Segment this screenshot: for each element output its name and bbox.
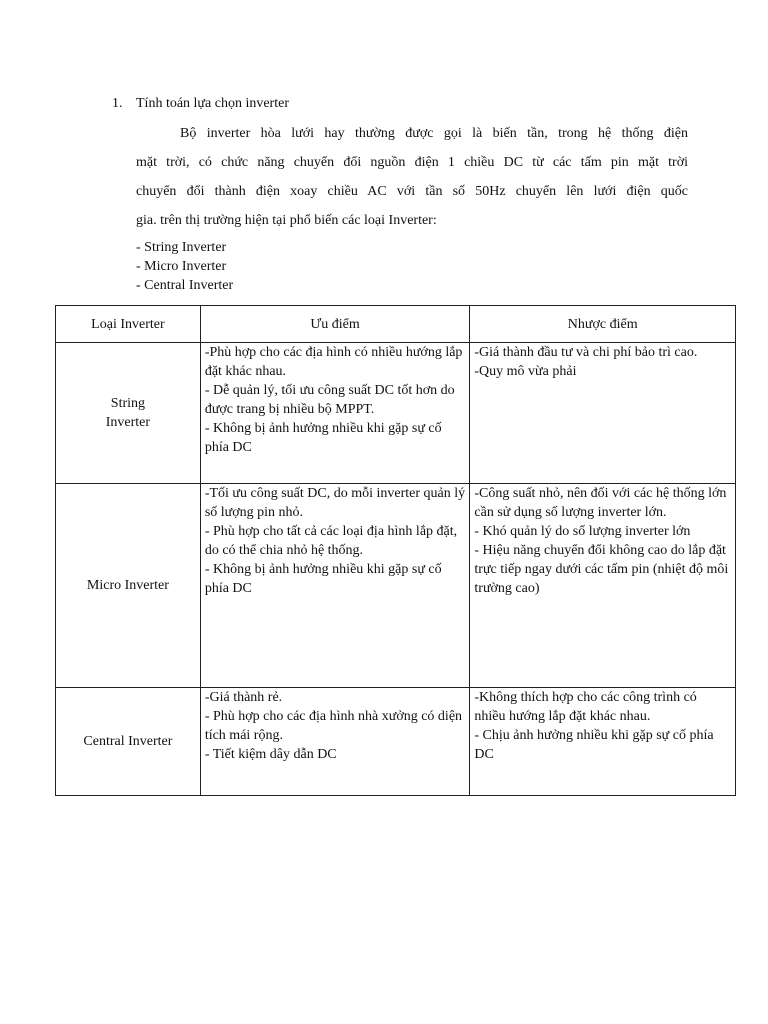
list-item: - String Inverter — [136, 240, 227, 255]
list-item: - Central Inverter — [136, 278, 234, 293]
header-type: Loại Inverter — [56, 306, 201, 343]
cons-item: -Công suất nhỏ, nên đối với các hệ thống lớn cần sử dụng số lượng inverter lớn. — [474, 486, 727, 520]
pros-cell — [200, 484, 470, 688]
pros-item: -Tối ưu công suất DC, do mỗi inverter quản lý số lượng pin nhỏ. — [204, 486, 466, 520]
cons-item: -Không thích hợp cho các công trình có nhiều hướng lắp đặt khác nhau. — [474, 690, 697, 724]
pros-cell — [200, 688, 470, 796]
table-row — [56, 343, 736, 484]
type-cell — [56, 343, 201, 484]
cons-item: -Quy mô vừa phải — [474, 364, 577, 379]
header-cons: Nhược điểm — [470, 306, 736, 343]
pros-cell — [200, 343, 470, 484]
cons-cell — [470, 484, 736, 688]
section-heading — [112, 94, 289, 114]
pros-item: - Không bị ảnh hưởng nhiều khi gặp sự cố phía DC — [204, 562, 442, 596]
header-pros: Ưu điểm — [200, 306, 470, 343]
table-row — [56, 484, 736, 688]
table-row — [56, 688, 736, 796]
inverter-type-list — [136, 238, 233, 295]
cons-cell — [470, 688, 736, 796]
type-cell — [56, 484, 201, 688]
pros-item: - Phù hợp cho các địa hình nhà xưởng có diện tích mái rộng. — [204, 709, 463, 743]
intro-paragraph — [136, 119, 688, 235]
type-label: Inverter — [105, 415, 151, 430]
comparison-table — [55, 305, 736, 796]
type-label: String — [110, 396, 146, 411]
section-title: Tính toán lựa chọn inverter — [136, 96, 289, 111]
cons-item: -Giá thành đầu tư và chi phí bảo trì cao. — [474, 345, 698, 360]
pros-item: - Dễ quản lý, tối ưu công suất DC tốt hơn do được trang bị nhiều bộ MPPT. — [204, 383, 455, 417]
intro-line: Bộ inverter hòa lưới hay thường được gọi là biến tần, trong hệ thống điện — [180, 126, 688, 141]
list-item: - Micro Inverter — [136, 259, 227, 274]
section-number: 1. — [112, 96, 123, 111]
pros-item: -Phù hợp cho các địa hình có nhiều hướng lắp đặt khác nhau. — [204, 345, 463, 379]
pros-item: -Giá thành rẻ. — [204, 690, 283, 705]
intro-line: gia. trên thị trường hiện tại phổ biến các loại Inverter: — [136, 213, 437, 228]
cons-item: - Hiệu năng chuyển đổi không cao do lắp đặt trực tiếp ngay dưới các tấm pin (nhiệt độ môi trường cao) — [474, 543, 729, 596]
type-label: Micro Inverter — [86, 578, 169, 593]
cons-item: - Khó quản lý do số lượng inverter lớn — [474, 524, 691, 539]
intro-line: mặt trời, có chức năng chuyển đổi nguồn điện 1 chiều DC từ các tấm pin mặt trời — [136, 155, 688, 170]
type-cell — [56, 688, 201, 796]
pros-item: - Tiết kiệm dây dẫn DC — [204, 747, 337, 762]
pros-item: - Phù hợp cho tất cả các loại địa hình lắp đặt, do có thể chia nhỏ hệ thống. — [204, 524, 458, 558]
cons-item: - Chịu ảnh hưởng nhiều khi gặp sự cố phía DC — [474, 728, 714, 762]
intro-line: chuyển đổi thành điện xoay chiều AC với tần số 50Hz chuyển lên lưới điện quốc — [136, 184, 688, 199]
type-label: Central Inverter — [83, 734, 173, 749]
cons-cell — [470, 343, 736, 484]
pros-item: - Không bị ảnh hưởng nhiều khi gặp sự cố phía DC — [204, 421, 442, 455]
table-header-row — [56, 306, 736, 343]
